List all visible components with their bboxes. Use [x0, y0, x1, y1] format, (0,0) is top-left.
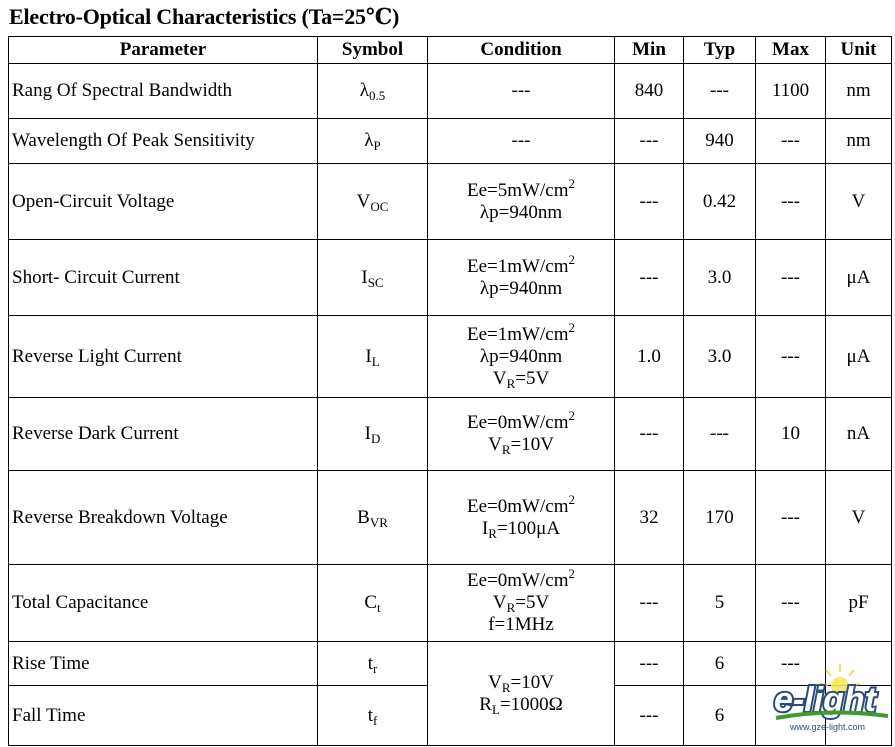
header-cell-min: Min [615, 37, 684, 64]
condition-line [428, 434, 614, 456]
condition-line [428, 408, 614, 434]
condition-line [428, 202, 614, 224]
unit-cell: V [826, 164, 892, 240]
condition-text: =100μA [496, 517, 561, 539]
condition-superscript: 2 [568, 175, 575, 191]
condition-line [428, 672, 614, 694]
table-row [9, 240, 892, 316]
table-row [9, 642, 892, 686]
condition-text: Ee=0mW/cm [467, 412, 569, 433]
condition-text: --- [511, 130, 531, 151]
parameter-cell: Wavelength Of Peak Sensitivity [9, 119, 318, 164]
unit-cell: μA [826, 240, 892, 316]
min-cell: --- [615, 240, 684, 316]
condition-text: V [488, 434, 502, 455]
condition-text: Ee=1mW/cm [467, 255, 569, 277]
symbol-main: t [367, 652, 373, 674]
condition-subscript: R [501, 442, 511, 457]
table-row [9, 565, 892, 642]
condition-line [428, 130, 614, 152]
symbol-main: I [365, 345, 372, 367]
header-cell-parameter: Parameter [9, 37, 318, 64]
header-cell-unit: Unit [826, 37, 892, 64]
header-cell-typ: Typ [684, 37, 756, 64]
condition-text: λp=940nm [479, 201, 563, 223]
unit-cell: V [826, 471, 892, 565]
symbol-subscript: r [372, 660, 378, 676]
symbol-cell [318, 316, 428, 398]
max-cell: 1100 [756, 64, 826, 119]
unit-cell: nA [826, 398, 892, 471]
table-row [9, 119, 892, 164]
symbol-main: V [356, 190, 371, 212]
characteristics-table [8, 36, 892, 746]
symbol-subscript: L [371, 353, 380, 369]
header-row [9, 37, 892, 64]
condition-cell [428, 642, 615, 746]
min-cell: 1.0 [615, 316, 684, 398]
condition-cell [428, 398, 615, 471]
e-light-logo [770, 658, 892, 744]
symbol-cell [318, 164, 428, 240]
symbol-cell [318, 119, 428, 164]
condition-text: λp=940nm [479, 345, 563, 367]
min-cell: --- [615, 119, 684, 164]
condition-line [428, 80, 614, 102]
symbol-main: I [361, 266, 368, 288]
condition-superscript: 2 [568, 251, 575, 267]
condition-subscript: R [488, 525, 497, 541]
typ-cell: 0.42 [684, 164, 756, 240]
symbol-subscript: D [370, 431, 381, 446]
symbol-main: B [357, 506, 370, 528]
symbol-cell [318, 64, 428, 119]
condition-text: Ee=0mW/cm [467, 495, 569, 517]
condition-superscript: 2 [568, 566, 575, 581]
table-row [9, 398, 892, 471]
condition-text: V [488, 671, 502, 693]
symbol-main: λ [364, 130, 374, 151]
min-cell: --- [615, 398, 684, 471]
condition-line [428, 491, 614, 518]
header-cell-condition: Condition [428, 37, 615, 64]
symbol-subscript: P [373, 138, 381, 153]
typ-cell: --- [684, 64, 756, 119]
condition-text: V [492, 367, 507, 389]
condition-line [428, 175, 614, 202]
parameter-cell: Total Capacitance [9, 565, 318, 642]
condition-text: Ee=0mW/cm [467, 570, 569, 591]
condition-line [428, 614, 614, 636]
symbol-subscript: t [377, 600, 381, 615]
min-cell: --- [615, 642, 684, 686]
symbol-cell [318, 565, 428, 642]
symbol-cell [318, 398, 428, 471]
header-cell-symbol: Symbol [318, 37, 428, 64]
condition-line [428, 694, 614, 716]
unit-cell: nm [826, 119, 892, 164]
parameter-cell: Reverse Light Current [9, 316, 318, 398]
condition-superscript: 2 [568, 408, 575, 423]
condition-text: =5V [515, 367, 550, 389]
typ-cell: 940 [684, 119, 756, 164]
min-cell: 32 [615, 471, 684, 565]
typ-cell: 6 [684, 642, 756, 686]
table-row [9, 471, 892, 565]
condition-cell [428, 316, 615, 398]
condition-cell [428, 240, 615, 316]
condition-cell [428, 471, 615, 565]
parameter-cell: Open-Circuit Voltage [9, 164, 318, 240]
condition-text: Ee=5mW/cm [467, 179, 569, 201]
condition-cell [428, 565, 615, 642]
max-cell: 10 [756, 398, 826, 471]
condition-subscript: R [506, 600, 516, 615]
symbol-cell [318, 240, 428, 316]
condition-subscript: R [501, 679, 511, 695]
condition-line [428, 518, 614, 540]
symbol-subscript: f [372, 712, 378, 728]
symbol-main: I [364, 423, 371, 444]
typ-cell: 6 [684, 686, 756, 746]
condition-text: V [492, 592, 507, 613]
parameter-cell: Reverse Breakdown Voltage [9, 471, 318, 565]
min-cell: --- [615, 565, 684, 642]
typ-cell: 3.0 [684, 316, 756, 398]
parameter-cell: Rise Time [9, 642, 318, 686]
condition-superscript: 2 [568, 491, 575, 507]
condition-text: I [481, 517, 489, 539]
condition-line [428, 566, 614, 592]
max-cell: --- [756, 471, 826, 565]
symbol-subscript: VR [369, 514, 388, 530]
max-cell: --- [756, 316, 826, 398]
symbol-main: t [367, 704, 373, 726]
table-row [9, 64, 892, 119]
parameter-cell: Reverse Dark Current [9, 398, 318, 471]
table-body [9, 64, 892, 746]
logo-brand-text: e-light [774, 681, 876, 719]
max-cell: --- [756, 240, 826, 316]
symbol-main: C [364, 592, 378, 613]
symbol-cell [318, 642, 428, 686]
min-cell: --- [615, 164, 684, 240]
min-cell: 840 [615, 64, 684, 119]
typ-cell: 3.0 [684, 240, 756, 316]
symbol-subscript: SC [367, 274, 384, 290]
unit-cell: nm [826, 64, 892, 119]
condition-cell [428, 119, 615, 164]
parameter-cell: Short- Circuit Current [9, 240, 318, 316]
parameter-cell: Fall Time [9, 686, 318, 746]
condition-text: f=1MHz [488, 614, 554, 635]
condition-text: =1000Ω [499, 693, 563, 715]
condition-subscript: R [506, 375, 516, 391]
condition-text: =10V [510, 434, 554, 455]
logo-url-text: www.gze-light.com [790, 722, 866, 732]
condition-text: =10V [510, 671, 554, 693]
table-row [9, 164, 892, 240]
condition-line [428, 346, 614, 368]
max-cell: --- [756, 119, 826, 164]
symbol-cell [318, 686, 428, 746]
header-cell-max: Max [756, 37, 826, 64]
typ-cell: 5 [684, 565, 756, 642]
symbol-subscript: OC [370, 198, 389, 214]
condition-cell [428, 164, 615, 240]
min-cell: --- [615, 686, 684, 746]
typ-cell: --- [684, 398, 756, 471]
max-cell: --- [756, 565, 826, 642]
max-cell: --- [756, 164, 826, 240]
table-row [9, 316, 892, 398]
condition-text: λp=940nm [479, 277, 563, 299]
symbol-cell [318, 471, 428, 565]
condition-superscript: 2 [568, 319, 575, 335]
condition-line [428, 368, 614, 390]
condition-cell [428, 64, 615, 119]
symbol-subscript: 0.5 [368, 88, 386, 103]
condition-line [428, 278, 614, 300]
parameter-cell: Rang Of Spectral Bandwidth [9, 64, 318, 119]
table-title: Electro-Optical Characteristics (Ta=25℃) [9, 4, 400, 29]
unit-cell: μA [826, 316, 892, 398]
typ-cell: 170 [684, 471, 756, 565]
condition-text: Ee=1mW/cm [467, 323, 569, 345]
condition-subscript: L [491, 701, 500, 717]
condition-text: R [479, 693, 492, 715]
unit-cell: pF [826, 565, 892, 642]
max-cell: --- [756, 642, 826, 686]
condition-line [428, 319, 614, 346]
condition-text: =5V [515, 592, 550, 613]
condition-text: --- [511, 80, 531, 101]
condition-line [428, 592, 614, 614]
symbol-main: λ [359, 80, 369, 101]
condition-line [428, 251, 614, 278]
